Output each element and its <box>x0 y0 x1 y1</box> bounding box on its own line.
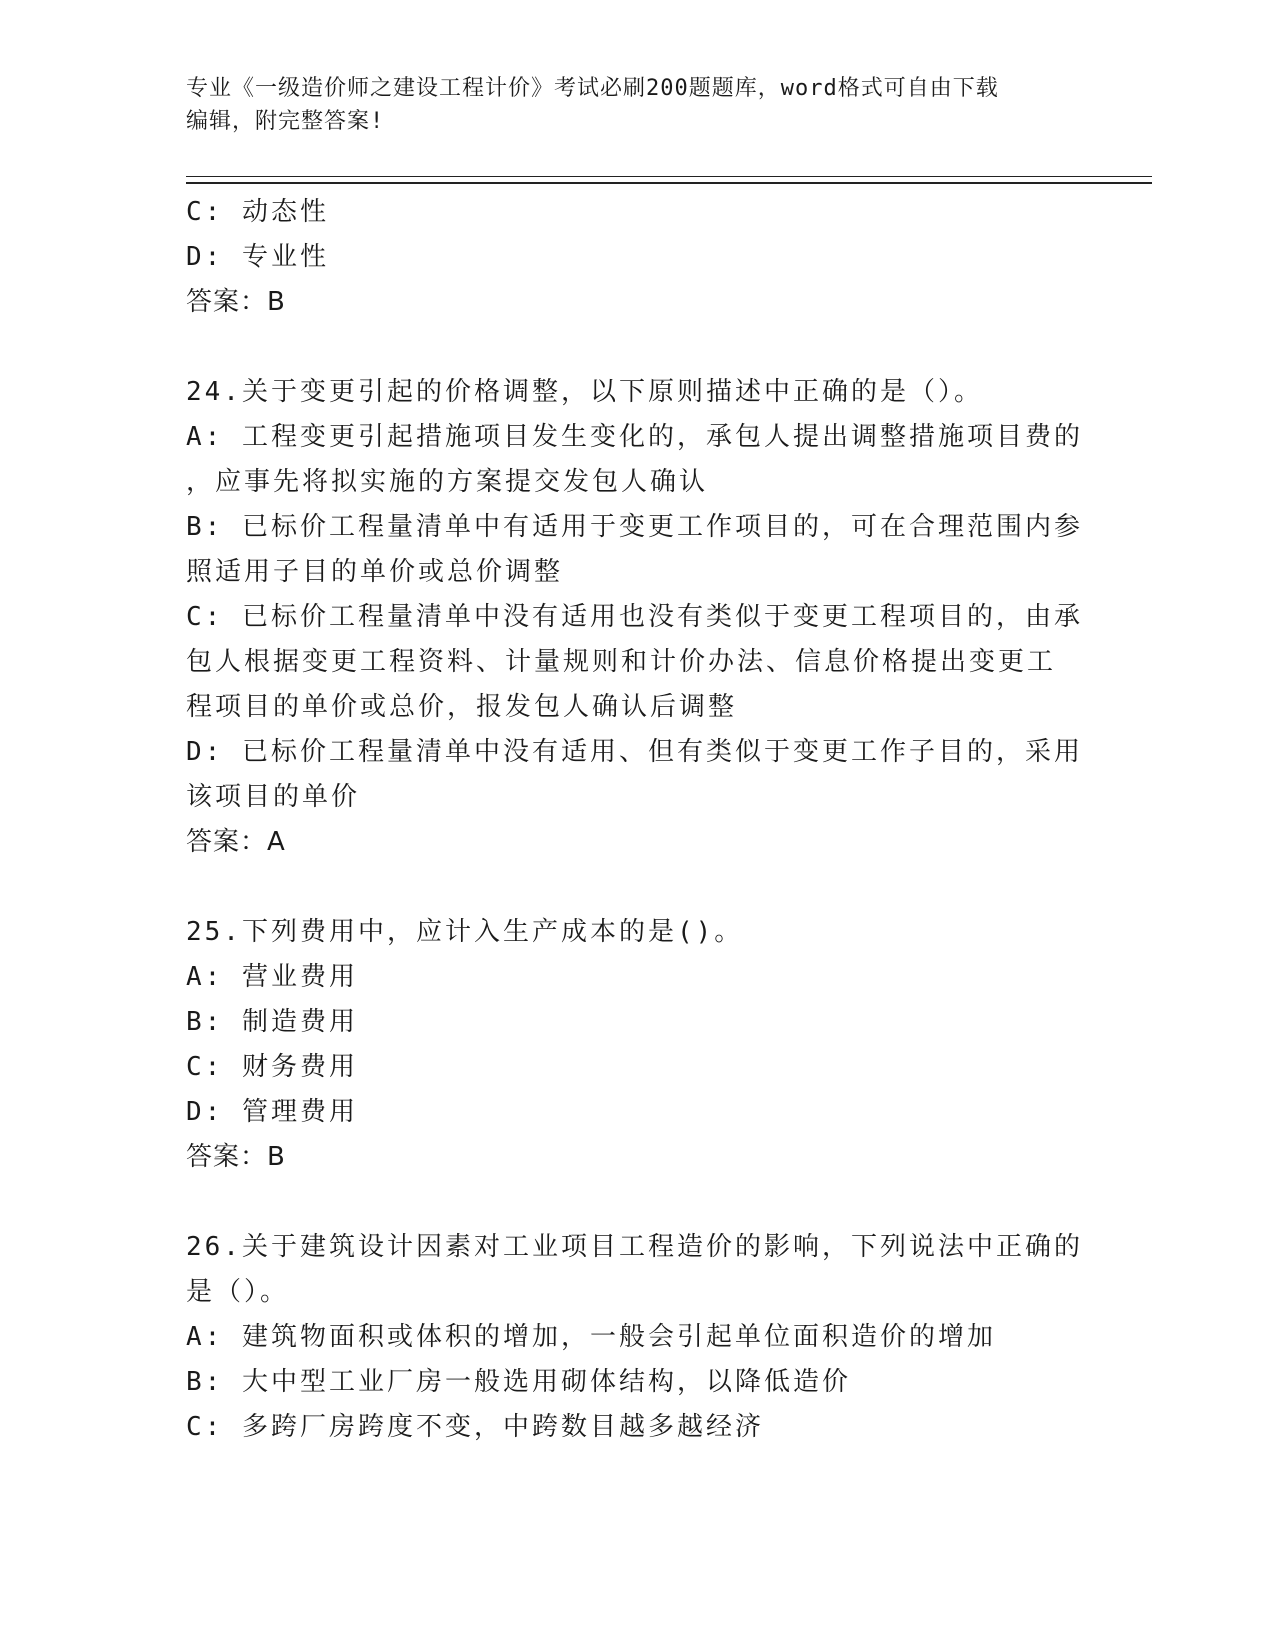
header-divider-thin <box>186 176 1152 177</box>
option-c-cont: 包人根据变更工程资料、计量规则和计价办法、信息价格提出变更工 <box>186 647 1057 677</box>
option-b: B: 大中型工业厂房一般选用砌体结构，以降低造价 <box>186 1367 851 1397</box>
header-line-1: 专业《一级造价师之建设工程计价》考试必刷200题题库，word格式可自由下载 <box>186 76 999 101</box>
header-divider-thick <box>186 182 1152 184</box>
question-stem: 25.下列费用中，应计入生产成本的是()。 <box>186 917 744 947</box>
spacer <box>186 325 1086 370</box>
option-b-cont: 照适用子目的单价或总价调整 <box>186 557 564 587</box>
question-24 <box>186 370 1086 865</box>
option-c: C: 多跨厂房跨度不变，中跨数目越多越经济 <box>186 1412 764 1442</box>
option-c: C: 已标价工程量清单中没有适用也没有类似于变更工程项目的，由承 <box>186 602 1083 632</box>
option-c: C: 财务费用 <box>186 1052 358 1082</box>
option-a: A: 营业费用 <box>186 962 358 992</box>
answer: 答案：B <box>186 287 286 317</box>
option-d: D: 管理费用 <box>186 1097 358 1127</box>
question-stem: 26.关于建筑设计因素对工业项目工程造价的影响，下列说法中正确的 <box>186 1232 1083 1262</box>
question-23 <box>186 190 1086 325</box>
option-b: B: 已标价工程量清单中有适用于变更工作项目的，可在合理范围内参 <box>186 512 1083 542</box>
option-a: A: 建筑物面积或体积的增加，一般会引起单位面积造价的增加 <box>186 1322 996 1352</box>
question-stem-cont: 是（）。 <box>186 1277 290 1307</box>
question-26 <box>186 1225 1086 1450</box>
spacer <box>186 1180 1086 1225</box>
option-a: A: 工程变更引起措施项目发生变化的，承包人提出调整措施项目费的 <box>186 422 1083 452</box>
option-d-cont: 该项目的单价 <box>186 782 361 812</box>
header-line-2: 编辑，附完整答案! <box>186 109 385 134</box>
question-stem: 24.关于变更引起的价格调整，以下原则描述中正确的是（）。 <box>186 377 983 407</box>
option-d: D: 已标价工程量清单中没有适用、但有类似于变更工作子目的，采用 <box>186 737 1083 767</box>
answer: 答案：A <box>186 827 286 857</box>
option-a-cont: ，应事先将拟实施的方案提交发包人确认 <box>186 467 709 497</box>
option-b: B: 制造费用 <box>186 1007 358 1037</box>
document-body <box>186 190 1086 1450</box>
option-c: C: 动态性 <box>186 197 329 227</box>
spacer <box>186 865 1086 910</box>
option-d: D: 专业性 <box>186 242 329 272</box>
option-c-cont: 程项目的单价或总价，报发包人确认后调整 <box>186 692 738 722</box>
document-header <box>186 72 1086 138</box>
answer: 答案：B <box>186 1142 286 1172</box>
question-25 <box>186 910 1086 1180</box>
